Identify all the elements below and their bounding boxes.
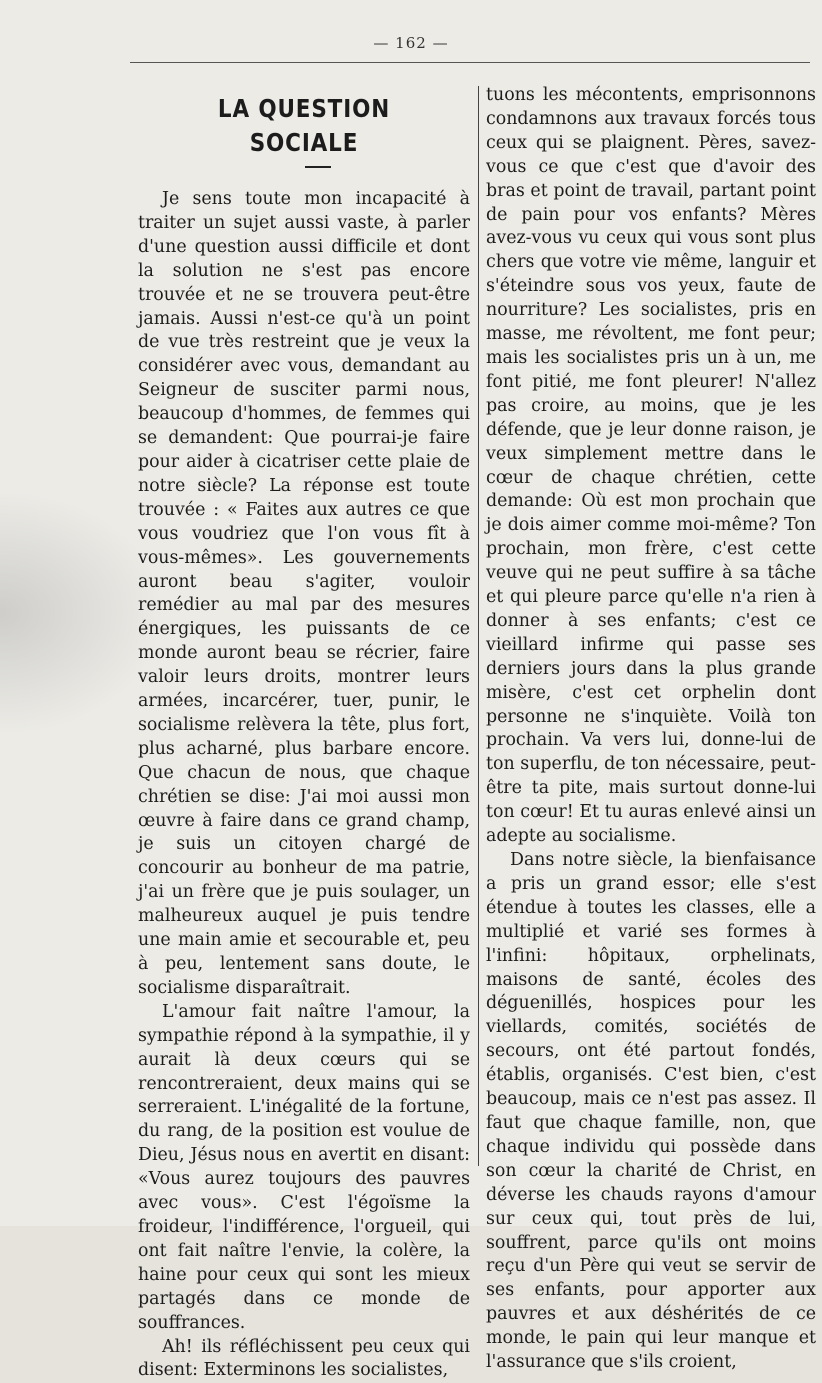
page-number: — 162 — (0, 34, 822, 52)
right-column (486, 84, 816, 1375)
title-dash (305, 166, 331, 168)
paragraph: Ah! ils réfléchissent peu ceux qui disent: Exterminons les socialistes, (138, 1336, 470, 1383)
left-column (138, 84, 470, 1383)
paragraph: Je sens toute mon incapacité à traiter un sujet aussi vaste, à parler d'une question aussi difficile et dont la solution ne s'est pas encore trouvée et ne se trouvera peut-être jamais. Aussi n'est-ce qu'à un point de vue très restreint que je veux la considérer avec vous, demandant au Seigneur de susciter parmi nous, beaucoup d'hommes, de femmes qui se demandent: Que pourrai-je faire pour aider à cicatriser cette plaie de notre siècle? La réponse est toute trouvée : « Faites aux autres ce que vous voudriez que l'on vous fît à vous-mêmes». Les gouvernements auront beau s'agiter, vouloir remédier au mal par des mesures énergiques, les puissants de ce monde auront beau se récrier, faire valoir leurs droits, montrer leurs armées, incarcérer, tuer, punir, le socialisme relèvera la tête, plus fort, plus acharné, plus barbare encore. Que chacun de nous, que chaque chrétien se dise: J'ai moi aussi mon œuvre à faire dans ce grand champ, je suis un citoyen chargé de concourir au bonheur de ma patrie, j'ai un frère que je puis soulager, un malheureux auquel je puis tendre une main amie et secourable et, peu à peu, lentement sans doute, le socialisme disparaîtrait. (138, 188, 470, 1001)
paragraph: L'amour fait naître l'amour, la sympathie répond à la sympathie, il y aurait là deux cœurs qui se rencontreraient, deux mains qui se serreraient. L'inégalité de la fortune, du rang, de la position est voulue de Dieu, Jésus nous en avertit en disant: «Vous aurez toujours des pauvres avec vous». C'est l'égoïsme la froideur, l'indifférence, l'orgueil, qui ont fait naître l'envie, la colère, la haine pour ceux qui sont les mieux partagés dans ce monde de souffrances. (138, 1001, 470, 1336)
paragraph: tuons les mécontents, emprisonnons condamnons aux travaux forcés tous ceux qui se plaignent. Pères, savez-vous ce que c'est que d'avoir des bras et point de travail, partant point de pain pour vos enfants? Mères avez-vous vu ceux qui vous sont plus chers que votre vie même, languir et s'éteindre sous vos yeux, faute de nourriture? Les socialistes, pris en masse, me révoltent, me font peur; mais les socialistes pris un à un, me font pitié, me font pleurer! N'allez pas croire, au moins, que je les défende, que je leur donne raison, je veux simplement mettre dans le cœur de chaque chrétien, cette demande: Où est mon prochain que je dois aimer comme moi-même? Ton prochain, mon frère, c'est cette veuve qui ne peut suffire à sa tâche et qui pleure parce qu'elle n'a rien à donner à ses enfants; c'est ce vieillard infirme qui passe ses derniers jours dans la plus grande misère, c'est cet orphelin dont personne ne s'inquiète. Voilà ton prochain. Va vers lui, donne-lui de ton superflu, de ton nécessaire, peut-être ta pite, mais surtout donne-lui ton cœur! Et tu auras enlevé ainsi un adepte au socialisme. (486, 84, 816, 849)
paragraph: Dans notre siècle, la bienfaisance a pris un grand essor; elle s'est étendue à toutes les classes, elle a multiplié et varié ses formes à l'infini: hôpitaux, orphelinats, maisons de santé, écoles des déguenillés, hospices pour les viellards, comités, sociétés de secours, ont été partout fondés, établis, organisés. C'est bien, c'est beaucoup, mais ce n'est pas assez. Il faut que chaque famille, non, que chaque individu qui possède dans son cœur la charité de Christ, en déverse les chauds rayons d'amour sur ceux qui, tout près de lui, souffrent, parce qu'ils ont moins reçu d'un Père qui veut se servir de ses enfants, pour apporter aux pauvres et aux déshérités de ce monde, le pain qui leur manque et l'assurance que s'ils croient, (486, 849, 816, 1375)
header-rule (130, 62, 810, 63)
article-title: LA QUESTION SOCIALE (161, 92, 447, 160)
column-divider (478, 86, 479, 1166)
